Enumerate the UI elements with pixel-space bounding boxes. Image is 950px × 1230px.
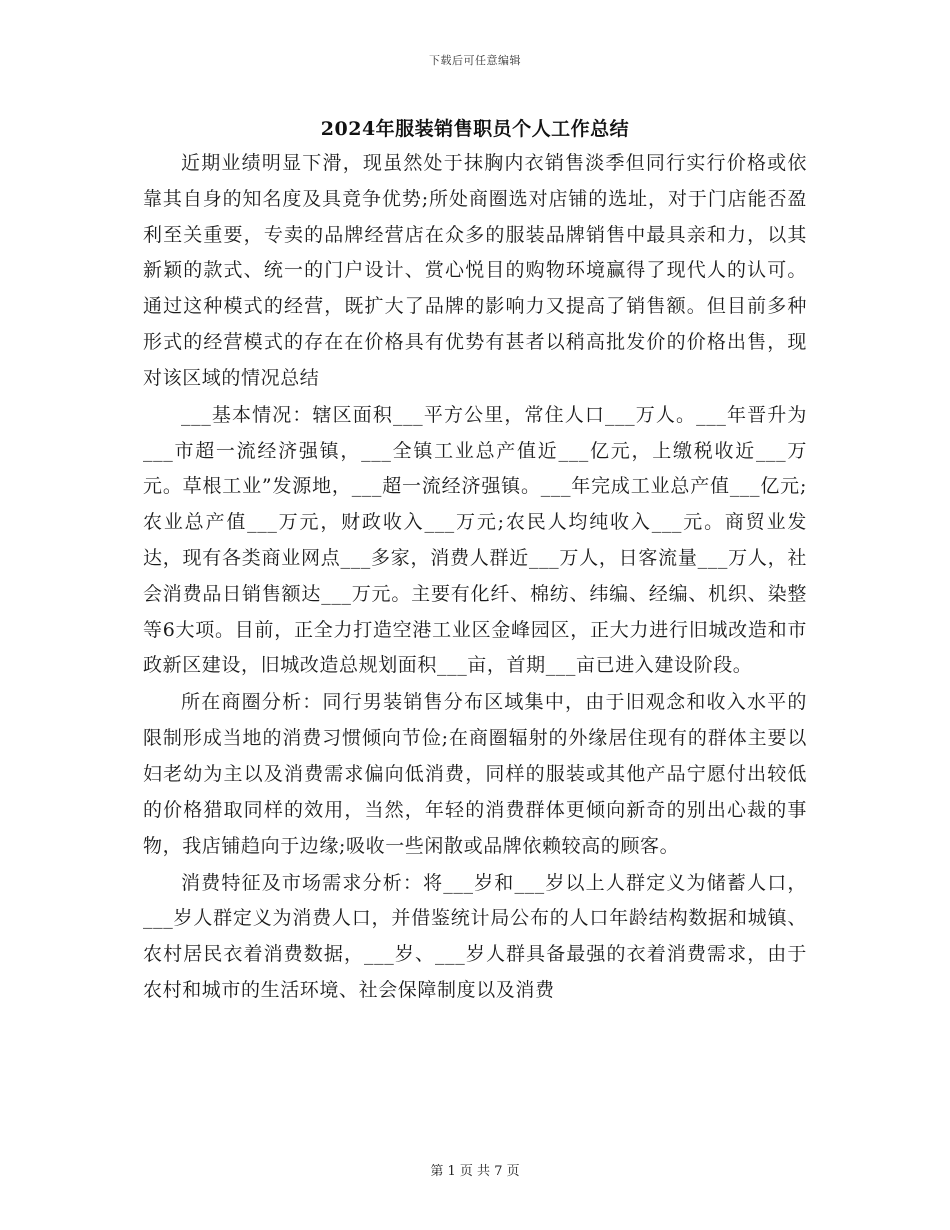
page-number: 第 1 页 共 7 页 xyxy=(430,1164,520,1179)
paragraph-basic-situation: ___基本情况：辖区面积___平方公里，常住人口___万人。___年晋升为___市超一流经济强镇，___全镇工业总产值近___亿元，上缴税收近___万元。草根工业”发源地，___超一流经济强镇。___年完成工业总产值___亿元;农业总产值___万元，财政收入___万元;农民人均纯收入___元。商贸业发达，现有各类商业网点___多家，消费人群近___万人，日客流量___万人，社会消费品日销售额达___万元。主要有化纤、棉纺、纬编、经编、机织、染整等6大项。目前，正全力打造空港工业区金峰园区，正大力进行旧城改造和市政新区建设，旧城改造总规划面积___亩，首期___亩已进入建设阶段。 xyxy=(143,403,807,677)
paragraph-consumption-analysis: 消费特征及市场需求分析：将___岁和___岁以上人群定义为储蓄人口，___岁人群定义为消费人口，并借鉴统计局公布的人口年龄结构数据和城镇、农村居民衣着消费数据，___岁、___岁人群具备最强的衣着消费需求，由于农村和城市的生活环境、社会保障制度以及消费 xyxy=(143,871,807,1001)
document-title: 2024年服装销售职员个人工作总结 xyxy=(320,118,630,140)
document-body xyxy=(143,146,807,1009)
paragraph-business-district-analysis: 所在商圈分析：同行男装销售分布区域集中，由于旧观念和收入水平的限制形成当地的消费习惯倾向节俭;在商圈辐射的外缘居住现有的群体主要以妇老幼为主以及消费需求偏向低消费，同样的服装或其他产品宁愿付出较低的价格猎取同样的效用，当然，年轻的消费群体更倾向新奇的别出心裁的事物，我店铺趋向于边缘;吸收一些闲散或品牌依赖较高的顾客。 xyxy=(143,691,807,857)
paragraph-intro: 近期业绩明显下滑，现虽然处于抹胸内衣销售淡季但同行实行价格或依靠其自身的知名度及具竟争优势;所处商圈选对店铺的选址，对于门店能否盈利至关重要，专卖的品牌经营店在众多的服装品牌销售中最具亲和力，以其新颖的款式、统一的门户设计、赏心悦目的购物环境赢得了现代人的认可。通过这种模式的经营，既扩大了品牌的影响力又提高了销售额。但目前多种形式的经营模式的存在在价格具有优势有甚者以稍高批发价的价格出售，现对该区域的情况总结 xyxy=(143,152,807,389)
header-note: 下载后可任意编辑 xyxy=(429,54,521,67)
